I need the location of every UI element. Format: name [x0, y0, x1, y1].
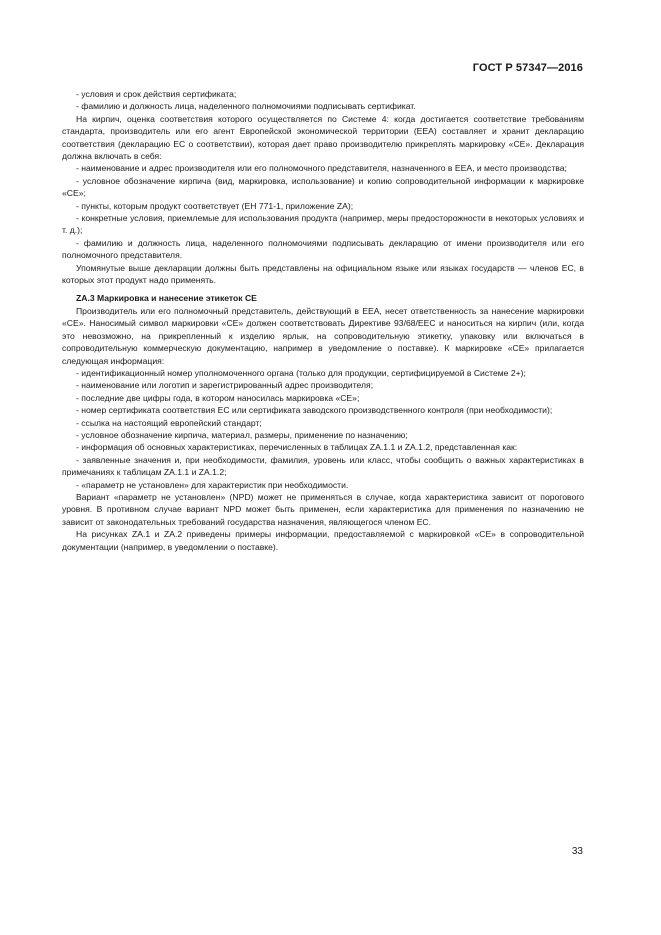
page-number: 33: [571, 846, 583, 857]
paragraph: - условное обозначение кирпича (вид, маркировка, использование) и копию сопроводительной информации к маркировке «СЕ»;: [62, 175, 584, 199]
paragraph: Производитель или его полномочный представитель, действующий в ЕЕА, несет ответственность за нанесение маркировки «СЕ». Наносимый символ маркировки «СЕ» должен соответствовать Директиве 93/68/ЕЕС и наноситься на кирпич (или, когда это невозможно, на прикрепленный к изделию ярлык, на сопроводительную этикетку, упаковку или включаться в сопроводительную коммерческую документацию, например в уведомление о поставке). К маркировке «СЕ» прилагается следующая информация:: [62, 305, 584, 366]
paragraph: - наименование или логотип и зарегистрированный адрес производителя;: [76, 380, 374, 391]
paragraph: На кирпич, оценка соответствия которого осуществляется по Системе 4: когда достигается соответствие требованиям стандарта, производитель или его агент Европейской экономической территории (EEA) составляет и хранит декларацию соответствия (декларацию ЕС о соответствии), которая дает право производителю прикреплять маркировку «СЕ». Декларация должна включать в себя:: [62, 113, 584, 162]
paragraph: На рисунках ZA.1 и ZA.2 приведены примеры информации, предоставляемой с маркировкой «СЕ» в сопроводительной документации (например, в уведомлении о поставке).: [62, 529, 584, 552]
document-code: ГОСТ Р 57347—2016: [472, 62, 583, 74]
paragraph: - заявленные значения и, при необходимости, фамилия, уровень или класс, чтобы сообщить о важных характеристиках в примечаниях к таблицам ZA.1.1 и ZA.1.2;: [62, 454, 584, 478]
paragraph: - конкретные условия, приемлемые для использования продукта (например, меры предосторожности в некоторых условиях и т. д.);: [62, 213, 584, 236]
document-body: [62, 88, 584, 553]
paragraph: - наименование и адрес производителя или его полномочного представителя, назначенного в ЕЕА, и место производства;: [76, 163, 567, 174]
paragraph: - номер сертификата соответствия ЕС или сертификата заводского производственного контроля (при необходимости);: [76, 405, 553, 416]
paragraph: - условия и срок действия сертификата;: [76, 89, 237, 99]
section-heading: ZA.3 Маркировка и нанесение этикеток СЕ: [76, 292, 257, 303]
paragraph: - ссылка на настоящий европейский стандарт;: [76, 417, 262, 428]
paragraph: - фамилию и должность лица, наделенного полномочиями подписывать декларацию от имени производителя или его полномочного представителя.: [62, 237, 584, 261]
paragraph: - «параметр не установлен» для характеристик при необходимости.: [76, 479, 349, 490]
paragraph: - пункты, которым продукт соответствует (ЕН 771-1, приложение ZA);: [76, 200, 354, 211]
paragraph: Вариант «параметр не установлен» (NPD) может не применяться в случае, когда характеристика зависит от порогового уровня. В противном случае вариант NPD может быть применен, если характеристика для применения по назначению не зависит от законодательных требований государства назначения, являющегося членом ЕС.: [62, 492, 584, 527]
paragraph: - условное обозначение кирпича, материал, размеры, применение по назначению;: [76, 429, 408, 440]
paragraph: Упомянутые выше декларации должны быть представлены на официальном языке или языках государств — членов ЕС, в которых этот продукт надо применять.: [62, 262, 584, 286]
paragraph: - последние две цифры года, в котором наносилась маркировка «СЕ»;: [76, 392, 360, 403]
paragraph: - информация об основных характеристиках, перечисленных в таблицах ZA.1.1 и ZA.1.2, представленная как:: [76, 442, 518, 453]
paragraph: - фамилию и должность лица, наделенного полномочиями подписывать сертификат.: [76, 101, 416, 112]
paragraph: - идентификационный номер уполномоченного органа (только для продукции, сертифицируемой в Системе 2+);: [76, 367, 526, 378]
